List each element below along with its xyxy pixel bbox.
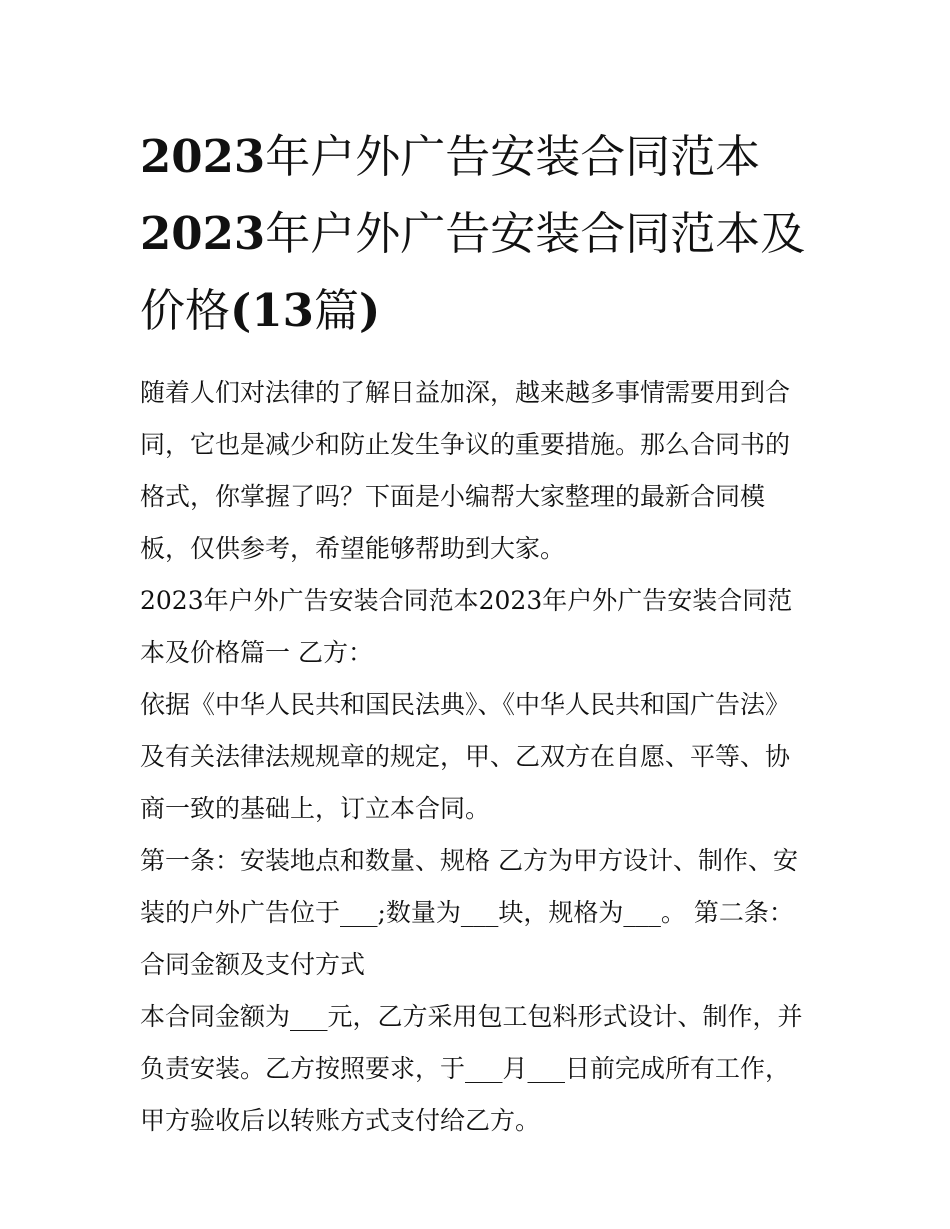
contract-heading-paragraph: 2023年户外广告安装合同范本2023年户外广告安装合同范本及价格篇一 乙方：: [140, 586, 793, 667]
contract-amount-paragraph: 本合同金额为___元，乙方采用包工包料形式设计、制作，并负责安装。乙方按照要求，于___月___日前完成所有工作，甲方验收后以转账方式支付给乙方。: [140, 1002, 803, 1135]
intro-paragraph: 随着人们对法律的了解日益加深，越来越多事情需要用到合同，它也是减少和防止发生争议的重要措施。那么合同书的格式，你掌握了吗？下面是小编帮大家整理的最新合同模板，仅供参考，希望能够帮助到大家。: [140, 378, 791, 563]
document-title: 2023年户外广告安装合同范本2023年户外广告安装合同范本及价格(13篇): [140, 130, 806, 337]
article-one-paragraph: 第一条：安装地点和数量、规格 乙方为甲方设计、制作、安装的户外广告位于___;数量为___块，规格为___。 第二条：合同金额及支付方式: [140, 846, 798, 979]
legal-basis-paragraph: 依据《中华人民共和国民法典》、《中华人民共和国广告法》及有关法律法规规章的规定，甲、乙双方在自愿、平等、协商一致的基础上，订立本合同。: [140, 690, 791, 823]
document-page: [140, 118, 812, 1147]
